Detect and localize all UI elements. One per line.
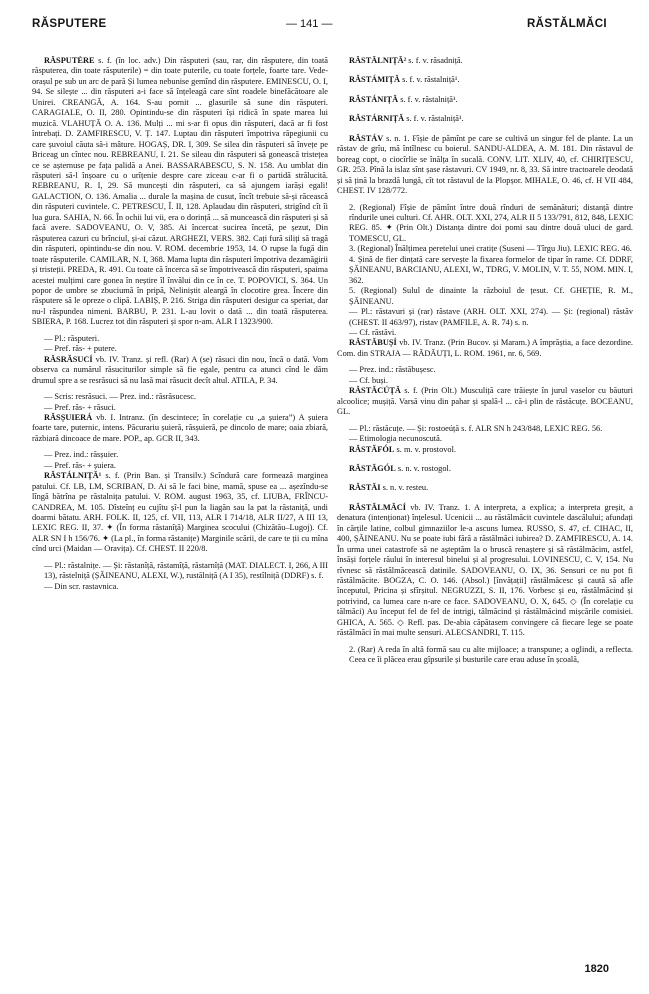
entry-headword: RĂSTÁRNIȚĂ bbox=[349, 114, 405, 124]
entry-definition: s. m. v. prostovol. bbox=[394, 444, 457, 454]
dictionary-entry bbox=[337, 134, 633, 197]
entry-definition: vb. IV. Tranz. 1. A interpreta, a explica; a interpreta greșit, a denatura (intenționat) înțelesul. Ucenicii ... au răstălmăcit cuvintele dascălului; afundați în cărțile latine, colbul gimnaziilor le-a ascuns lumea. RUSSO, S. 47, cf. CIHAC, II, 400, ȘĂINEANU. Nu se poate iubi fără a răstălmăci iubirea? D. ZAMFIRESCU, A. 14. În urma unei catastrofe să ne așteptăm la o bruscă renaștere și să răstălmăcim, astfel, însăși forțele răului în interesul binelui și al progresului. LOVINESCU, C. V, 154. Nu rîvnesc să răstălmăcească datinile. SADOVEANU, O. IX, 36. Sensuri ce nu pot fi răstălmăcite. BOGZA, C. O. 146. (Absol.) [învățații] răstălmăcesc și caută să afle începutul, Pricina și sfîrșitul. NEGRUZZI, S. II, 176. Vorbesc și eu, răstălmăcind și potrivind, ca lumea care n-are ce face. SADOVEANU, O. X, 645. ◇ (În corelație cu tălmăci) Au început fel de fel de intrigi, tălmăcind și răstălmăcind mișcările comisiei. GHICA, A. 565. ◇ Refl. pas. De-abia căpătasem convingere că fiecare lege se poate răstălmăci în mai multe sensuri. ALECSANDRI, T. 115. bbox=[337, 502, 633, 638]
entry-definition: s. f. (Prin Olt.) Musculiță care trăiește în jurul vaselor cu băuturi alcoolice; mușiță. Varsă vinu din pahar și spală-l ... că-i plin de răstăcuțe. BOCEANU, GL. bbox=[337, 386, 633, 417]
entry-definition: s. n. v. resteu. bbox=[380, 483, 429, 493]
entry-headword: RĂSTĂGÓL bbox=[349, 463, 396, 473]
dictionary-entry bbox=[337, 386, 633, 417]
entry-definition: vb. IV. Tranz. și refl. (Rar) A (se) răsuci din nou, încă o dată. Vom observa ca numărul răsuciturilor simple să fie egale, pentru ca atunci cînd le dăm drumul spre a se resrăsuci să nu lasă mai răsucit decît altul. ATILA, P. 34. bbox=[32, 354, 328, 385]
entry-subline: — Pref. răs- + putere. bbox=[44, 344, 117, 354]
entry-headword: RĂSTĂLNIȚĂ² bbox=[349, 56, 407, 65]
header-page-number: — 141 — bbox=[286, 18, 333, 30]
entry-definition: s. f. (Prin Ban. și Transilv.) Scîndură care formează marginea patului. Cf. LB, LM, SCRIBAN, D. Ai să le faci bine, mamă, spuse ea ... așezîndu-se lîngă bătrîna pe răstalnița patului. V. ROM. august 1963, 35, cf. LIUBA, FRÎNCU-CANDREA, M. 105. Dîsteînț eu cujîtu șî-l pun la liagăn sau la pat la răstaniță, undi doarmi bătatu. ARH. FOLK. II, 125, cf. VII, 113, ALR I 714/18, ALR II/27, A III 13, LEXIC REG. II, 37. ✦ (În forma răstanîță) Marginea scocului (Chizătău–Lugoj). Cf. ALR SN I h 156/76. ✦ (La pl., în forma răstanițe) Marginile scării, de care te ții cu mîna cînd urci (Maidan — Oravița). Cf. CHEST. II 220/8. bbox=[32, 471, 328, 554]
entry-subline: 3. (Regional) Înălțimea peretelui unei cratițe (Suseni — Tîrgu Jiu). LEXIC REG. 46. bbox=[349, 244, 632, 254]
entry-subline: — Pl.: răstalnițe. — Și: răstanîță, răstamîță, răstarnîță (MAT. DIALECT. I, 266, A III 13), răstelniță (ȘĂINEANU, ALEXI, W.), rustălniță (A I 35), restîlniță (DDRF) s. f. bbox=[44, 560, 328, 581]
entry-subline: — Prez. ind.: răstăbușesc. bbox=[349, 365, 436, 375]
entry-subline: — Cf. răstăvi. bbox=[349, 327, 397, 337]
right-column bbox=[337, 56, 633, 961]
entry-definition: s. n. v. rostogol. bbox=[395, 463, 451, 473]
dictionary-entry bbox=[337, 75, 633, 85]
entry-definition: s. f. v. răsadniță. bbox=[406, 56, 463, 65]
footer-page-number: 1820 bbox=[584, 963, 609, 975]
dictionary-entry bbox=[337, 445, 633, 455]
dictionary-entry bbox=[337, 503, 633, 639]
entry-definition: vb. IV. Tranz. (Prin Bucov. și Maram.) A împrăștia, a face dezordine. Com. din STRAJA — RĂDĂUȚI, L. ROM. 1961, nr. 6, 569. bbox=[337, 338, 633, 358]
dictionary-entry bbox=[337, 56, 633, 66]
page-header bbox=[0, 0, 649, 40]
entry-headword: RĂSTÁLNIȚĂ¹ bbox=[44, 471, 102, 481]
dictionary-entry bbox=[32, 413, 328, 444]
entry-subline: — Pl.: răstavuri și (rar) răstave (ARH. OLT. XXI, 274). — Și: (regional) răstăv (CHEST. II 463/97), ristav (PAMFILE, A. R. 74) s. n. bbox=[349, 307, 633, 327]
dictionary-entry bbox=[337, 95, 633, 105]
entry-subline: — Prez. ind.: răsșuier. bbox=[44, 450, 119, 460]
entry-headword: RĂSTĂFÓL bbox=[349, 444, 395, 454]
entry-subline: 4. Șină de fier dințată care servește la fixarea formelor de tipar în rame. Cf. DDRF, ȘĂINEANU, BARCIANU, ALEXI, W., TDRG, V. MOLIN, V. T. 55, NOM. MIN. I, 362. bbox=[349, 254, 633, 285]
entry-subline: 2. (Regional) Fîșie de pămînt între două rînduri de semănături; distanță dintre rîndurile unei culturi. Cf. AHR. OLT. XXI, 274, ALR II 5 133/791, 812, 848, LEXIC REG. 85. ✦ (Prin Olt.) Distanța dintre doi pomi sau dintre două uluci de gard. TOMESCU, GL. bbox=[349, 202, 633, 243]
entry-definition: s. f. (în loc. adv.) Din răsputeri (sau, rar, din răsputere, din toată răsputerea, din toate răsputerile) = din toate puterile, cu toate forțele, foarte tare. Vede-orașul pe sub un arc de pară Și lumea nebunise gemînd din răsputere. EMINESCU, O. I, 94. Se silește ... din răsputeri a-i face să înțeleagă care sînt roadele binefăcătoare ale Unirei. CREANGĂ, A. 164. S-au pornit ... glasurile să sune din răsputeri. CARAGIALE, O. II, 280. Opintindu-se din răsputeri își ridică în spate marea lui muzică. VLAHUȚĂ O. A. 136. Mulți ... mi s-ar fi opus din răsputeri, dacă ar fi fost întrebați. D. ZAMFIRESCU, V. Ț. 147. Luptau din răsputeri împotriva răpegiunii cu care șuvoiul căuta să-i mâture. HOGAȘ, DR. I, 309. Se silea din răsputeri să învețe pe Briceag un cîntec nou. REBREANU, I. 21. Se sileau din răsputeri să gonească tristețea ce se așternuse pe fața palidă a Anei. BASSARABESCU, S. N. 158. Au umblat din răsputeri să-l înșoare cu o urîțenie despre care ziceau c-ar fi o partidă strălucită. REBREANU, R. I, 29. Să muncești din răsputeri, ca să ajungem iarăși egali! GALACTION, O. 136. Amalia ... durale la mașina de cusut, încît trebuie să-și răcească din răsputeri cuvintele. C. PETRESCU, Î. II, 128. Aplaudau din răsputeri, strigînd cît îi lua gura. SAHIA, N. 66. În ochii lui vii, era o dorință ... să muncească din răsputeri și să facă avere. SADOVEANU, O. V, 385. Ai încercat sucirea încetă, pe șezut, Din răsputerea cazuri cu brînciul, și-ai căzut. ARGHEZI, VERS. 382. Cați fură siliți să tragă din răsputeri, opintindu-se din nou. V. ROM. decembrie 1953, 14. O rupse la fugă din toate răsputerile. CAMILAR, N. I, 368. Mama lupta din răsputeri împotriva dezamăgirii și tristeții. PREDA, R. 491. Cu toate că încerca să se împotrivească din răsputeri, spaima acestei mulțimi care gonea în neștire îl învălui din ce în ce. T. POPOVICI, S. 364. Un popor de umbre se zbuciumă în pripă, Neliniștit aleargă în clocotire grea. Încere din răsputere să le opreze o clipă. LABIȘ, P. 216. Striga din răsputeri desigur ca speriat, dar nu-l răspundea nimeni. BARBU, P. 231. L-au lovit o dată ... din toată răsputerea. SBIERA, P. 168. Lucrez tot din răsputeri și spor n-am. ALR I 1323/900. bbox=[32, 56, 328, 327]
entry-subline: — Pref. răs- + răsuci. bbox=[44, 402, 116, 412]
entry-subline: — Pl.: răsputeri. bbox=[44, 333, 100, 343]
entry-subline: 2. (Rar) A reda în altă formă sau cu alte mijloace; a transpune; a oglindi, a reflecta. Ceea ce îi plăcea erau gîpsurile și busturile care erau aduse în școală, bbox=[349, 644, 633, 665]
entry-headword: RĂSRĂSUCÍ bbox=[44, 354, 93, 364]
dictionary-entry bbox=[32, 56, 328, 328]
entry-subline: — Etimologia necunoscută. bbox=[349, 434, 442, 444]
entry-subline: — Scris: resrăsuci. — Prez. ind.: răsrăsucesc. bbox=[44, 392, 196, 402]
entry-headword: RĂSTĂBUȘÍ bbox=[349, 338, 397, 348]
entry-definition: s. f. v. răstalniță¹. bbox=[400, 75, 460, 85]
entry-definition: s. n. 1. Fîșie de pămînt pe care se cultivă un singur fel de plante. La un răstav de grîu, mă întîlnesc cu boierul. SANDU-ALDEA, A. M. 181. Din răstavul de boreag copt, o ciocîrlie se înălța în sucală. CONV. LIT. XLIV, 40, cf. CHIRIȚESCU, GR. 253. Pînă la islaz sînt șase răstavuri. CV 1949, nr. 8, 33. Să intre tractoarele deodată și să țină la brazdă lungă, cît tot răstavul de la Plopșor. MIHALE, O. 46, cf. H VII 484, CHEST. IV 128/772. bbox=[337, 133, 633, 196]
dictionary-entry bbox=[337, 338, 633, 359]
dictionary-entry bbox=[32, 471, 328, 555]
dictionary-entry bbox=[337, 464, 633, 474]
entry-headword: RĂSȘUIERÁ bbox=[44, 412, 93, 422]
dictionary-entry bbox=[32, 355, 328, 386]
entry-subline: — Cf. buși. bbox=[349, 375, 388, 385]
header-right-guideword: RĂSTĂLMĂCI bbox=[526, 18, 607, 30]
entry-subline: 5. (Regional) Sulul de dinainte la războiul de țesut. Cf. GHEȚIE, R. M., ȘĂINEANU. bbox=[349, 286, 633, 306]
entry-subline: — Pref. răs- + șuiera. bbox=[44, 460, 116, 470]
entry-subline: — Din scr. rastavnica. bbox=[44, 581, 119, 591]
dictionary-entry bbox=[337, 483, 633, 493]
entry-headword: RĂSTĂCÚȚĂ bbox=[349, 386, 401, 396]
entry-subline: — Pl.: răstăcuțe. — Și: rostoeúță s. f. ALR SN h 243/848, LEXIC REG. 56. bbox=[349, 423, 603, 433]
entry-headword: RĂSPUTÉRE bbox=[44, 56, 95, 65]
header-left-guideword: RĂSPUTERE bbox=[32, 18, 107, 30]
entry-headword: RĂSTÁMIȚĂ bbox=[349, 75, 400, 85]
left-column bbox=[32, 56, 328, 961]
entry-headword: RĂSTÁNIȚĂ bbox=[349, 94, 399, 104]
entry-definition: vb. I. Intranz. (în descintece; în corelație cu „a șuiera”) A șuiera foarte tare, puternic, intens. Păcurariu șuieră, răsșuieră, pe dincolo de mare; oaia zbiară, răzbiară dincoace de mare. POP., ap. GCR II, 343. bbox=[32, 412, 328, 443]
dictionary-entry bbox=[337, 114, 633, 124]
entry-headword: RĂSTĂI bbox=[349, 483, 381, 493]
entry-headword: RĂSTĂLMĂCÍ bbox=[349, 502, 407, 512]
entry-definition: s. f. v. răstalniță¹. bbox=[404, 114, 464, 124]
entry-definition: s. f. v. răstalniță¹. bbox=[398, 94, 458, 104]
entry-headword: RĂSTÁV bbox=[349, 133, 384, 143]
